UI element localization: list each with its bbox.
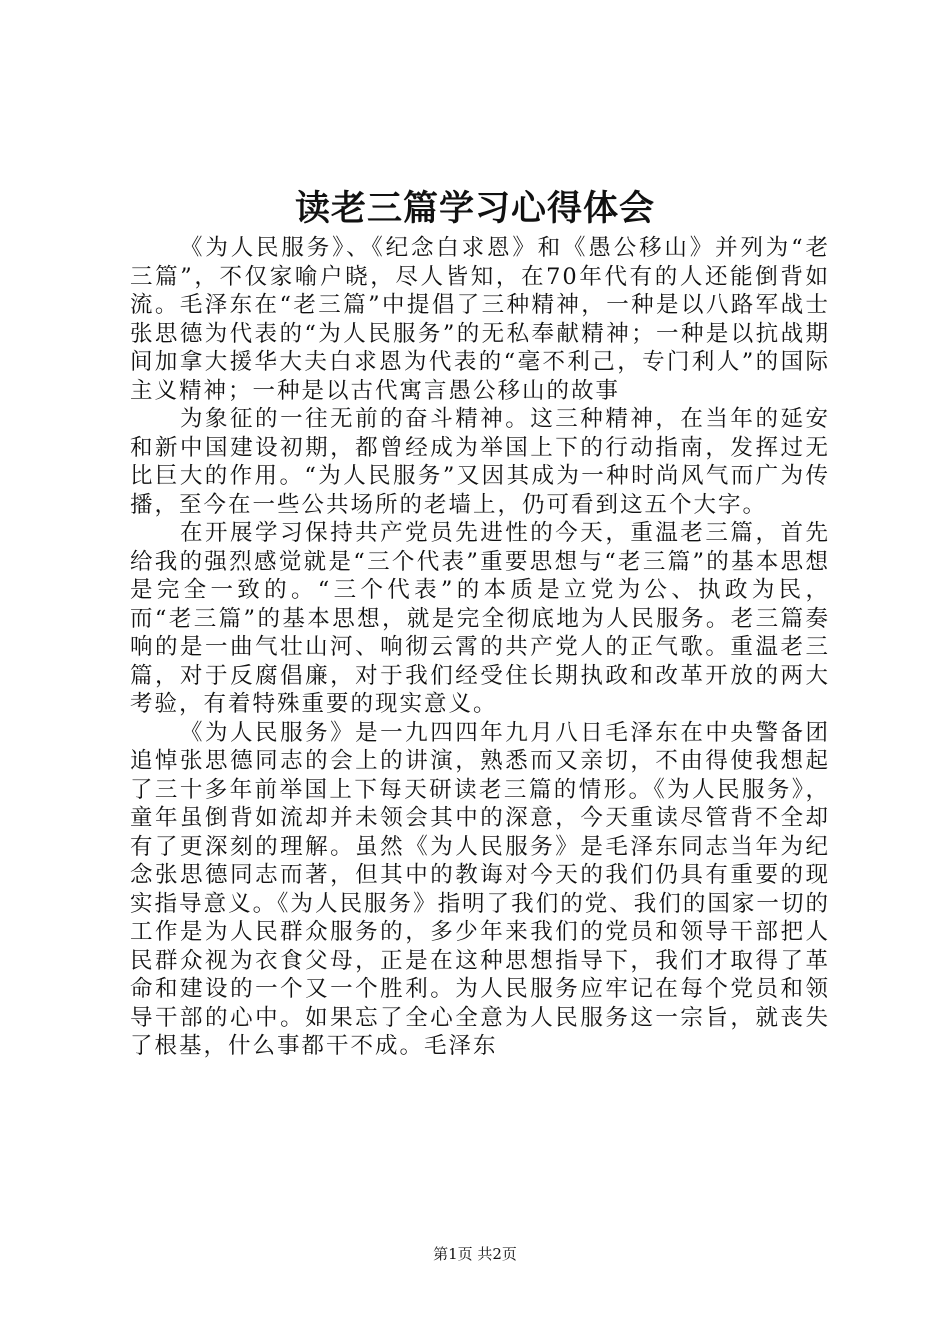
paragraph: 《为人民服务》是一九四四年九月八日毛泽东在中央警备团追悼张思德同志的会上的讲演，熟悉而又亲切，不由得使我想起了三十多年前举国上下每天研读老三篇的情形。《为人民服务》，童年虽倒背如流却并未领会其中的深意，今天重读尽管背不全却有了更深刻的理解。虽然《为人民服务》是毛泽东同志当年为纪念张思德同志而著，但其中的教诲对今天的我们仍具有重要的现实指导意义。《为人民服务》指明了我们的党、我们的国家一切的工作是为人民群众服务的，多少年来我们的党员和领导干部把人民群众视为衣食父母，正是在这种思想指导下，我们才取得了革命和建设的一个又一个胜利。为人民服务应牢记在每个党员和领导干部的心中。如果忘了全心全意为人民服务这一宗旨，就丧失了根基，什么事都干不成。毛泽东 <box>130 719 830 1059</box>
page-footer: 第1页 共2页 <box>433 1245 517 1263</box>
paragraph: 在开展学习保持共产党员先进性的今天，重温老三篇，首先给我的强烈感觉就是“三个代表”重要思想与“老三篇”的基本思想是完全一致的。“三个代表”的本质是立党为公、执政为民，而“老三篇”的基本思想，就是完全彻底地为人民服务。老三篇奏响的是一曲气壮山河、响彻云霄的共产党人的正气歌。重温老三篇，对于反腐倡廉，对于我们经受住长期执政和改革开放的两大考验，有着特殊重要的现实意义。 <box>130 520 830 717</box>
document-body <box>130 234 830 1061</box>
document-title: 读老三篇学习心得体会 <box>294 188 655 229</box>
paragraph: 为象征的一往无前的奋斗精神。这三种精神，在当年的延安和新中国建设初期，都曾经成为举国上下的行动指南，发挥过无比巨大的作用。“为人民服务”又因其成为一种时尚风气而广为传播，至今在一些公共场所的老墙上，仍可看到这五个大字。 <box>130 406 830 518</box>
paragraph: 《为人民服务》、《纪念白求恩》和《愚公移山》并列为“老三篇”，不仅家喻户晓，尽人皆知，在70年代有的人还能倒背如流。毛泽东在“老三篇”中提倡了三种精神，一种是以八路军战士张思德为代表的“为人民服务”的无私奉献精神；一种是以抗战期间加拿大援华大夫白求恩为代表的“毫不利己，专门利人”的国际主义精神；一种是以古代寓言愚公移山的故事 <box>130 235 830 404</box>
